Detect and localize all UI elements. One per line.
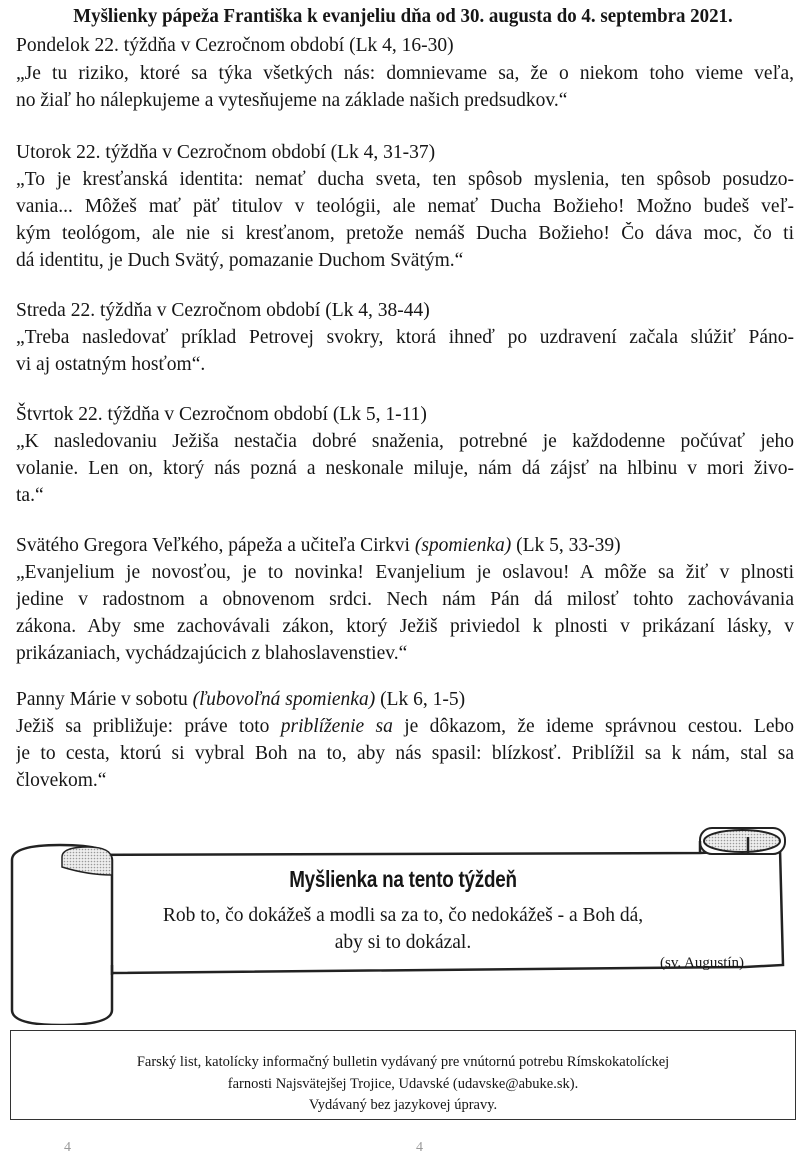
quote-line: kým teológom, ale nie si kresťanom, pretože nemáš Ducha Božieho! Čo dáva moc, čo ti (16, 223, 794, 244)
page-number: 4 (64, 1140, 71, 1155)
quote-line: vi aj ostatným hosťom“. (16, 354, 206, 375)
text: je dôkazom, že ideme správnou cestou. Lebo (392, 716, 794, 737)
quote-line (16, 715, 794, 739)
day-heading: Streda 22. týždňa v Cezročnom období (Lk 4, 38-44) (16, 300, 430, 321)
quote-line: je to cesta, ktorú si vybral Boh na to, aby nás spasil: blízkosť. Priblížil sa k nám, stal sa (16, 743, 794, 764)
day-heading: Pondelok 22. týždňa v Cezročnom období (Lk 4, 16-30) (16, 35, 454, 56)
day-heading: Štvrtok 22. týždňa v Cezročnom období (Lk 5, 1-11) (16, 404, 427, 425)
day-heading: Utorok 22. týždňa v Cezročnom období (Lk 4, 31-37) (16, 142, 436, 163)
scroll-heading: Myšlienka na tento týždeň (289, 866, 517, 892)
quote-line: no žiaľ ho nálepkujeme a vytesňujeme na základe našich predsudkov.“ (16, 90, 568, 111)
day-heading (16, 688, 794, 712)
quote-line: volanie. Len on, ktorý nás pozná a neskonale miluje, nám dá zájsť na hlbinu v mori živo- (16, 458, 794, 479)
scroll-quote-line: aby si to dokázal. (334, 932, 472, 953)
text: Ježiš sa približuje: práve toto (16, 716, 281, 737)
quote-line: prikázaniach, vychádzajúcich z blahoslavenstiev.“ (16, 643, 408, 664)
quote-line: jedine v radostnom a obnovenom srdci. Nech nám Pán dá milosť tohto zachovávania (16, 589, 794, 610)
quote-line: „K nasledovaniu Ježiša nestačia dobré snaženia, potrebné je každodenne počúvať jeho (16, 431, 794, 452)
scroll-author: (sv. Augustín) (660, 955, 745, 971)
quote-line: „Je tu riziko, ktoré sa týka všetkých nás: domnievame sa, že o niekom toho vieme veľa, (16, 63, 794, 84)
quote-line: „To je kresťanská identita: nemať ducha sveta, ten spôsob myslenia, ten spôsob posudzo- (16, 169, 794, 190)
quote-line: vania... Môžeš mať päť titulov v teológii, ale nemať Ducha Božieho! Možno budeš veľ- (16, 196, 794, 217)
footer-line: Vydávaný bez jazykovej úpravy. (308, 1097, 498, 1113)
heading-text: Panny Márie v sobotu (16, 689, 193, 710)
quote-line: človekom.“ (16, 770, 107, 791)
quote-line: zákona. Aby sme zachovávali zákon, ktorý Ježiš priviedol k plnosti v prikázaní lásky, v (16, 616, 794, 637)
footer-line: Farský list, katolícky informačný bulletin vydávaný pre vnútornú potrebu Rímskokatolíckej (136, 1054, 670, 1070)
quote-line: „Evanjelium je novosťou, je to novinka! Evanjelium je oslavou! A môže sa žiť v plnosti (16, 562, 794, 583)
day-heading (16, 534, 794, 558)
page-number: 4 (416, 1140, 423, 1155)
scroll-quote-line: Rob to, čo dokážeš a modli sa za to, čo nedokážeš - a Boh dá, (162, 905, 644, 926)
heading-italic: (spomienka) (414, 535, 512, 556)
heading-ref: (Lk 5, 33-39) (511, 535, 621, 556)
page-title: Myšlienky pápeža Františka k evanjeliu dňa od 30. augusta do 4. septembra 2021. (73, 6, 733, 27)
heading-text: Svätého Gregora Veľkého, pápeža a učiteľa Cirkvi (16, 535, 415, 556)
heading-italic: (ľubovoľná spomienka) (192, 689, 376, 710)
quote-line: ta.“ (16, 485, 44, 506)
heading-ref: (Lk 6, 1-5) (375, 689, 466, 710)
footer-line: farnosti Najsvätejšej Trojice, Udavské (udavske@abuke.sk). (227, 1076, 579, 1092)
italic-text: priblíženie sa (280, 716, 393, 737)
quote-line: dá identitu, je Duch Svätý, pomazanie Duchom Svätým.“ (16, 250, 464, 271)
quote-line: „Treba nasledovať príklad Petrovej svokry, ktorá ihneď po uzdravení začala slúžiť Páno- (16, 327, 794, 348)
